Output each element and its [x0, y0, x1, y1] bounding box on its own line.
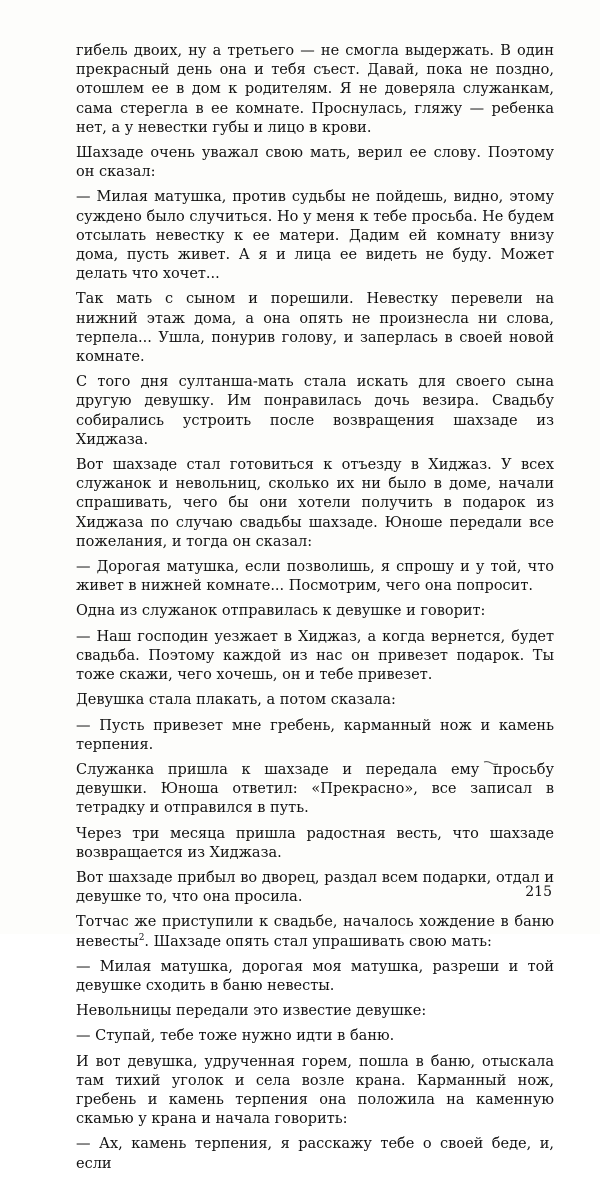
paragraph-1: гибель двоих, ну а третьего — не смогла выдержать. В один прекрасный день она и тебя съест. Давай, пока не поздно, отошлем ее в дом к родителям. Я не доверяла служанкам, сама стерегла в ее комнате. Проснулась, гляжу — ребенка нет, а у невестки губы и лицо в крови. [76, 43, 554, 136]
paragraph-19: И вот девушка, удрученная горем, пошла в баню, отыскала там тихий уголок и села возле крана. Карманный нож, гребень и камень терпения она положила на каменную скамью у крана и начала говорить: [76, 1053, 554, 1128]
paragraph-15-tail: . Шахзаде опять стал упрашивать свою мать: [144, 933, 492, 950]
paragraph-6: Вот шахзаде стал готовиться к отъезду в Хиджаз. У всех служанок и невольниц, сколько их ни было в доме, начали спрашивать, чего бы они хотели получить в подарок из Хиджаза по случаю свадьбы шахзаде. Юноше передали все пожелания, и тогда он сказал: [76, 457, 554, 550]
paragraph-2: Шахзаде очень уважал свою мать, верил ее слову. Поэтому он сказал: [76, 145, 554, 181]
paragraph-5: С того дня султанша-мать стала искать для своего сына другую девушку. Им понравилась дочь везира. Свадьбу собирались устроить после возвращения шахзаде из Хиджаза. [76, 374, 554, 448]
paragraph-10: Девушка стала плакать, а потом сказала: [76, 692, 396, 709]
paragraph-15 [76, 913, 554, 951]
paragraph-17: Невольницы передали это известие девушке: [76, 1003, 427, 1020]
footnote-ref: 2 [138, 932, 145, 943]
paragraph-7: — Дорогая матушка, если позволишь, я спрошу и у той, что живет в нижней комнате... Посмотрим, чего она попросит. [76, 559, 554, 595]
paragraph-11: — Пусть привезет мне гребень, карманный нож и камень терпения. [76, 717, 554, 753]
paragraph-18: — Ступай, тебе тоже нужно идти в баню. [76, 1028, 395, 1045]
paragraph-20: — Ах, камень терпения, я расскажу тебе о своей беде, и, если [76, 1136, 554, 1172]
paragraph-15-head: Тотчас же приступили к свадьбе, началось хождение в баню невесты [76, 914, 554, 950]
paragraph-9: — Наш господин уезжает в Хиджаз, а когда вернется, будет свадьба. Поэтому каждой из нас он привезет подарок. Ты тоже скажи, чего хочешь, он и тебе привезет. [76, 628, 554, 684]
paragraph-13: Через три месяца пришла радостная весть, что шахзаде возвращается из Хиджаза. [76, 825, 554, 861]
paragraph-12: Служанка пришла к шахзаде и передала ему просьбу девушки. Юноша ответил: «Прекрасно», все записал в тетрадку и отправился в путь. [76, 761, 554, 817]
page-number: 215 [525, 884, 552, 900]
paragraph-8: Одна из служанок отправилась к девушке и говорит: [76, 603, 486, 620]
paragraph-3: — Милая матушка, против судьбы не пойдешь, видно, этому суждено было случиться. Но у меня к тебе просьба. Не будем отсылать невестку к ее матери. Дадим ей комнату внизу дома, пусть живет. А я и лица ее видеть не буду. Может делать что хочет... [76, 189, 554, 283]
paragraph-14: Вот шахзаде прибыл во дворец, раздал всем подарки, отдал и девушке то, что она просила. [76, 869, 554, 906]
paragraph-16: — Милая матушка, дорогая моя матушка, разреши и той девушке сходить в баню невесты. [76, 958, 554, 994]
page-body-text [76, 42, 554, 1180]
paragraph-4: Так мать с сыном и порешили. Невестку перевели на нижний этаж дома, а она опять не произнесла ни слова, терпела... Ушла, понурив голову, и заперлась в своей новой комнате. [76, 291, 554, 366]
stray-ink-mark [483, 760, 499, 766]
